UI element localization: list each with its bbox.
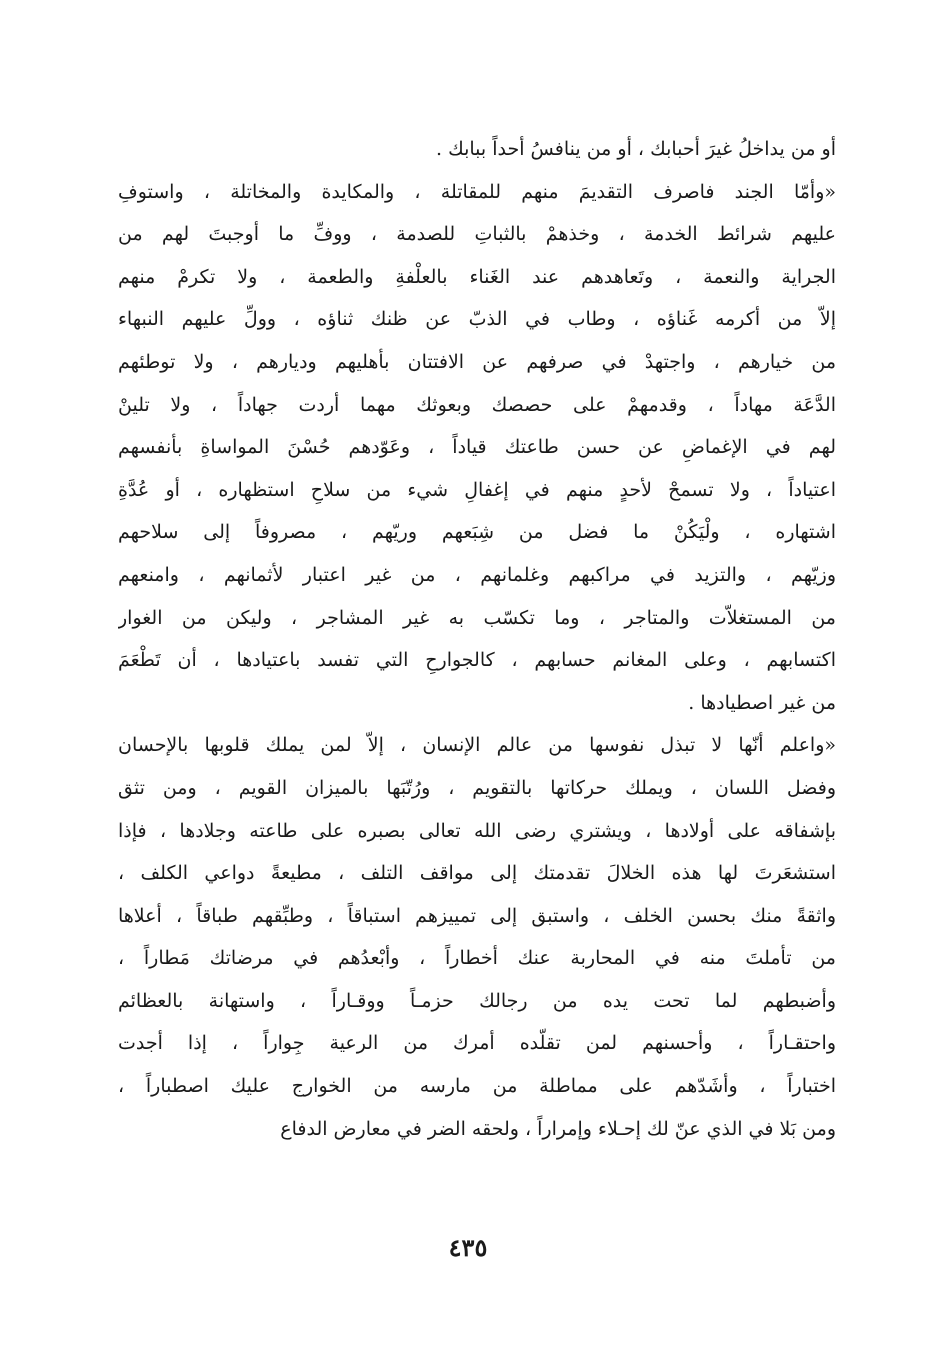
text-line: اختباراً ، وأشَدّهم على مماطلة من مارسه من الخوارج عليك اصطباراً ، (118, 1075, 836, 1098)
text-line: من المستغلاّت والمتاجر ، وما تكسّب به غير المشاجر ، وليكن من الغوار (118, 606, 836, 629)
text-line: بإشفاقه على أولادها ، ويشتري رضى الله تعالى بصبره على طاعته وجلادها ، فإذا (118, 819, 836, 842)
text-line: اعتياداً ، ولا تسمحْ لأحدٍ منهم في إغفالِ شيء من سلاحِ استظهاره ، أو عُدَّةِ (118, 478, 836, 501)
text-line: اشتهاره ، ولْيَكُنْ ما فضل من شِبَعهم وريّهم ، مصروفاً إلى سلاحهم (118, 521, 836, 544)
text-line: وأضبطهم لما تحت يده من رجالك حزمـاً ووقـاراً ، واستهانة بالعظائم (118, 989, 836, 1012)
text-line: الدَّعَة مهاداً ، وقدمهمْ على حصصك وبعوثك مهما أردت جهاداً ، ولا تلينْ (118, 393, 836, 416)
text-line: وزيّهم ، والتزيد في مراكبهم وغلمانهم ، من غير اعتبار لأثمانهم ، وامنعهم (118, 563, 836, 586)
text-line: استشعَرتَ لها هذه الخلالَ تقدمتك إلى مواقف التلف ، مطيعةً دواعي الكلف ، (118, 862, 836, 885)
page-number: ٤٣٥ (448, 1233, 488, 1262)
text-line: عليهم شرائط الخدمة ، وخذهمْ بالثباتِ للصدمة ، ووفِّ ما أوجبتَ لهم من (118, 223, 836, 246)
text-line: «واعلم أنّها لا تبذل نفوسها من عالم الإنسان ، إلاّ لمن يملك قلوبها بالإحسان (118, 734, 836, 757)
text-line: من غير اصطيادها . (688, 691, 836, 714)
text-line: من تأملتَ منه في المحاربة عنك أخطاراً ، وأبْعدُهم في مرضاتك مَطاراً ، (118, 947, 836, 970)
paragraph (118, 724, 836, 1150)
text-line: اكتسابهم ، وعلى المغانم حسابهم ، كالجوارحِ التي تفسد باعتيادها ، أن تَطْعَمَ (118, 649, 836, 672)
text-line: الجراية والنعمة ، وتَعاهدهم عند الغَناء بالعلْفةِ والطعمة ، ولا تكرمْ منهم (118, 265, 836, 288)
text-line: إلاّ من أكرمه غَناؤه ، وطاب في الذبّ عن ظنك ثناؤه ، وولِّ عليهم النبهاء (118, 308, 836, 331)
body-text (118, 128, 836, 1150)
text-line: من خيارهم ، واجتهدْ في صرفهم عن الافتتان بأهليهم وديارهم ، ولا توطئهم (118, 350, 836, 373)
paragraph (118, 128, 836, 171)
text-line: وفضل اللسان ، ويملك حركاتها بالتقويم ، ورُتّبَها بالميزان القويم ، ومن تثق (118, 776, 836, 799)
text-line: ومن بَلا في الذي عنّ لك إحـلاء وإمراراً ، ولحقه الضر في معارض الدفاع (280, 1117, 836, 1140)
text-line: واحتقـاراً ، وأحسنهم لمن تقلّده أمرك من الرعية جِواراً ، إذا أجدت (118, 1032, 836, 1055)
text-line: «وأمّا الجند فاصرف التقديمَ منهم للمقاتلة ، والمكايدة والمخاتلة ، واستوفِ (118, 180, 836, 203)
text-line: واثقةً منك بحسن الخلف ، واستبق إلى تمييزهم استباقاً ، وطبِّقهم طباقاً ، أعلاها (118, 904, 836, 927)
paragraph (118, 171, 836, 725)
text-line: لهم في الإغماضِ عن حسن طاعتك قياداً ، وعَوّدهم حُسْنَ المواساةِ بأنفسهم (118, 436, 836, 459)
text-line: أو من يداخلُ غيرَ أحبابك ، أو من ينافسُ أحداً ببابك . (436, 138, 836, 160)
